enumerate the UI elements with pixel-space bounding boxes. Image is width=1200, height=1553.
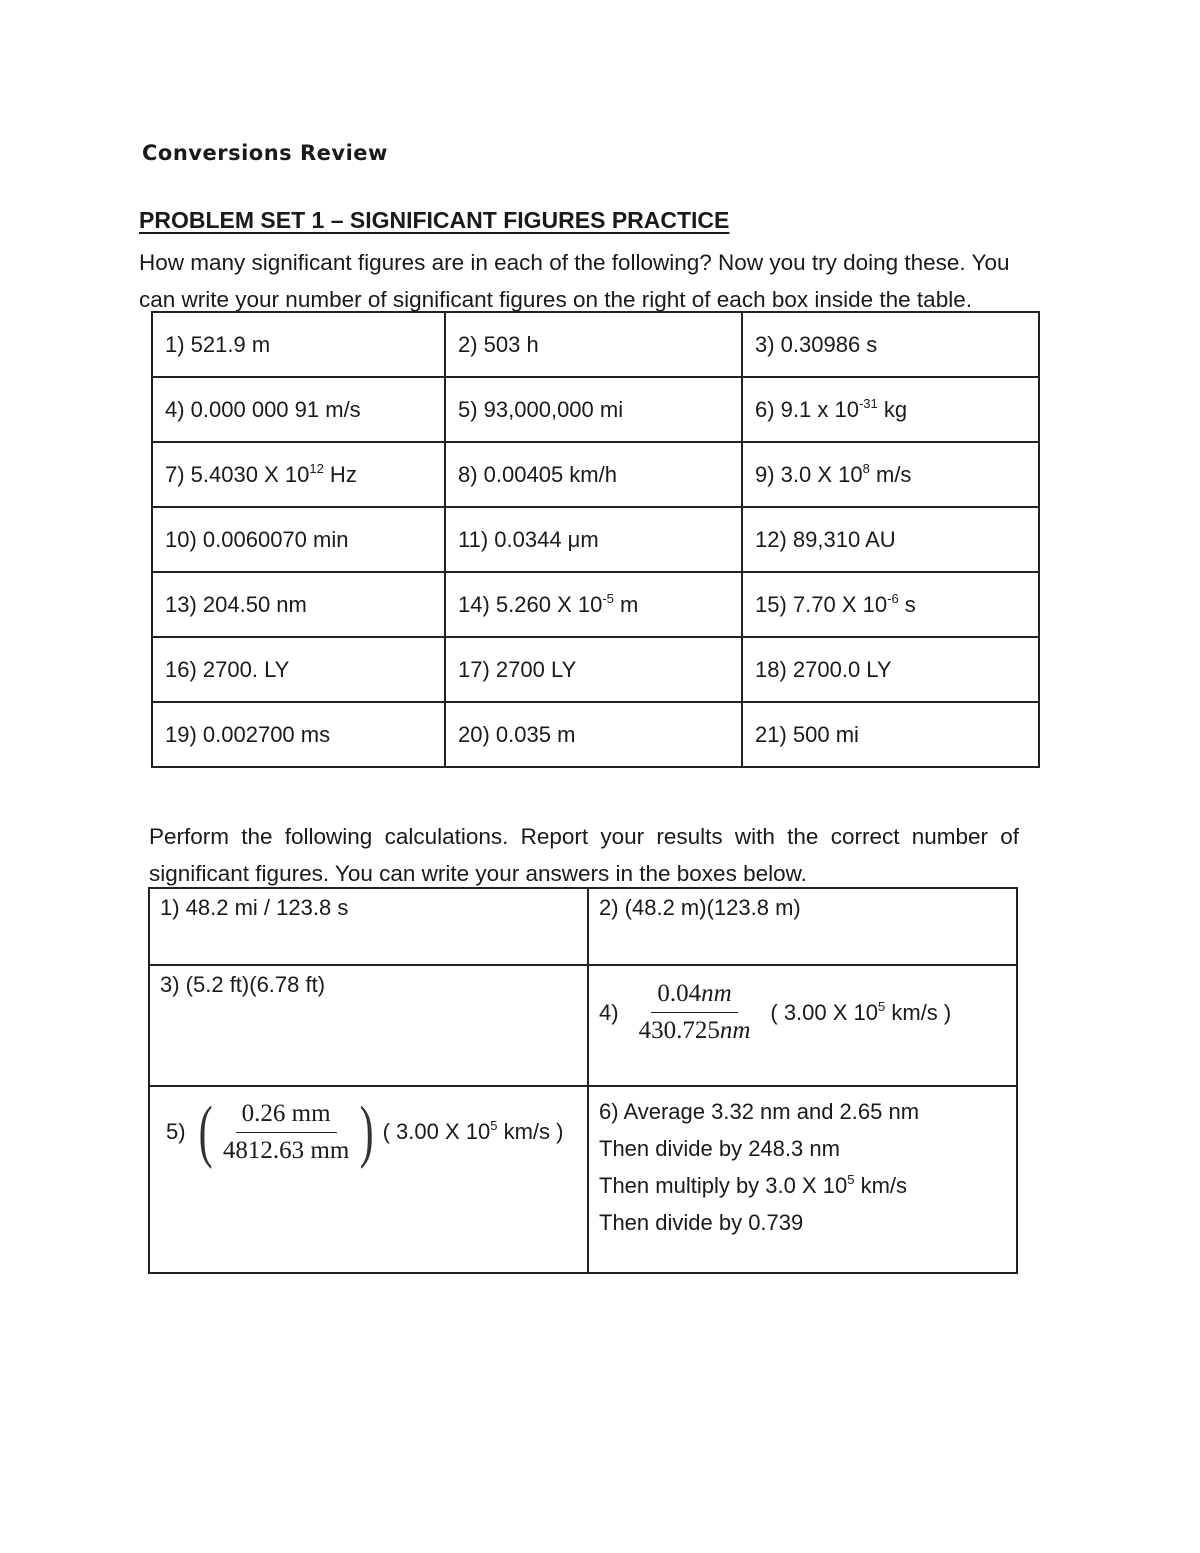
sig-fig-problem-exponent: 12 [309, 460, 324, 476]
sig-fig-problem: 12) 89,310 AU [755, 526, 896, 552]
instructions [139, 244, 1049, 318]
sig-fig-problem-base: 6) 9.1 x 10 [755, 396, 859, 422]
sig-fig-problem: 17) 2700 LY [458, 656, 577, 682]
fraction-4 [633, 980, 757, 1045]
calc-cell-1[interactable] [149, 888, 588, 965]
line-exponent: 5 [847, 1172, 855, 1187]
multiplier-exponent: 5 [878, 998, 886, 1014]
sig-fig-cell[interactable] [445, 442, 742, 507]
calc-cell-6[interactable] [588, 1086, 1017, 1273]
calc-problem-5-label: 5) [166, 1119, 186, 1144]
line-post: km/s [854, 1173, 908, 1198]
sig-fig-cell[interactable] [742, 507, 1039, 572]
sig-fig-cell[interactable] [742, 312, 1039, 377]
sig-fig-cell[interactable] [445, 377, 742, 442]
calc-cell-5[interactable] [149, 1086, 588, 1273]
right-paren: ) [359, 1093, 374, 1170]
sig-fig-cell[interactable] [152, 312, 445, 377]
sig-fig-problem-exponent: 8 [862, 460, 870, 476]
denominator-unit: nm [719, 1017, 751, 1044]
sig-fig-problem-exponent: -31 [858, 395, 878, 411]
sig-fig-problem: 2) 503 h [458, 331, 539, 357]
calc-problem-4-label: 4) [599, 999, 619, 1025]
sig-fig-problem: 4) 0.000 000 91 m/s [165, 396, 361, 422]
sig-fig-problem: 20) 0.035 m [458, 721, 576, 747]
calc-problem-6-line: Then divide by 0.739 [599, 1210, 804, 1235]
sig-fig-problem: 5) 93,000,000 mi [458, 396, 624, 422]
calc-problem-3: 3) (5.2 ft)(6.78 ft) [160, 972, 326, 997]
numerator-value: 0.04 [657, 980, 702, 1007]
fraction-denominator: 4812.63 mm [222, 1136, 350, 1164]
sig-fig-cell[interactable] [152, 702, 445, 767]
numerator-unit: nm [701, 980, 732, 1007]
table-row [152, 572, 1039, 637]
table-row [152, 637, 1039, 702]
sig-fig-cell[interactable] [445, 637, 742, 702]
multiplier-5 [383, 1119, 564, 1145]
calc-instructions-line: Perform the following calculations. Report your results with the correct number of [149, 824, 1019, 849]
denominator-value: 430.725 [638, 1017, 720, 1044]
multiplier-pre: ( 3.00 X 10 [382, 1119, 491, 1144]
sig-fig-problem-unit: kg [877, 396, 908, 422]
calc-cell-4[interactable] [588, 965, 1017, 1086]
sig-fig-problem: 1) 521.9 m [165, 331, 271, 357]
sig-fig-cell[interactable] [152, 442, 445, 507]
calc-problem-1: 1) 48.2 mi / 123.8 s [160, 895, 349, 920]
sig-fig-problem-exponent: -5 [602, 590, 614, 606]
line-pre: Then multiply by 3.0 X 10 [599, 1173, 848, 1198]
calc-problem-6-line: 6) Average 3.32 nm and 2.65 nm [599, 1099, 920, 1124]
calculation-table [148, 887, 1018, 1274]
sig-fig-problem-base: 14) 5.260 X 10 [458, 591, 603, 617]
calc-problem-6-line: Then divide by 248.3 nm [599, 1136, 840, 1161]
sig-fig-cell[interactable] [742, 377, 1039, 442]
calc-cell-2[interactable] [588, 888, 1017, 965]
calc-instructions-line: significant figures. You can write your answers in the boxes below. [149, 861, 807, 886]
table-row [152, 312, 1039, 377]
calculation-instructions [149, 818, 1019, 892]
sig-fig-cell[interactable] [152, 377, 445, 442]
fraction-5 [217, 1100, 355, 1165]
sig-fig-table [151, 311, 1040, 768]
calc-cell-3[interactable] [149, 965, 588, 1086]
multiplier-post: km/s ) [497, 1119, 564, 1144]
sig-fig-cell[interactable] [152, 507, 445, 572]
sig-fig-problem-unit: m [613, 591, 639, 617]
sig-fig-problem: 18) 2700.0 LY [755, 656, 892, 682]
sig-fig-problem: 21) 500 mi [755, 721, 859, 747]
sig-fig-problem: 16) 2700. LY [165, 656, 290, 682]
document-title: Conversions Review [142, 141, 388, 165]
sig-fig-cell[interactable] [742, 702, 1039, 767]
multiplier-exponent: 5 [490, 1118, 498, 1133]
multiplier-post: km/s ) [885, 999, 952, 1025]
sig-fig-problem: 8) 0.00405 km/h [458, 461, 617, 487]
sig-fig-problem-base: 9) 3.0 X 10 [755, 461, 863, 487]
sig-fig-problem-exponent: -6 [887, 590, 899, 606]
sig-fig-cell[interactable] [152, 637, 445, 702]
table-row [152, 377, 1039, 442]
fraction-denominator [633, 1013, 757, 1045]
sig-fig-cell[interactable] [742, 442, 1039, 507]
sig-fig-cell[interactable] [742, 637, 1039, 702]
sig-fig-problem: 11) 0.0344 μm [458, 526, 599, 552]
problem-set-heading: PROBLEM SET 1 – SIGNIFICANT FIGURES PRACTICE [139, 207, 730, 233]
instructions-line: How many significant figures are in each of the following? Now you try doing these. You [139, 250, 1010, 275]
fraction-numerator: 0.26 mm [236, 1100, 337, 1133]
instructions-line: can write your number of significant figures on the right of each box inside the table. [139, 287, 972, 312]
multiplier-4 [770, 1000, 951, 1026]
sig-fig-problem-unit: Hz [323, 461, 357, 487]
sig-fig-problem: 13) 204.50 nm [165, 591, 307, 617]
sig-fig-problem-base: 7) 5.4030 X 10 [165, 461, 310, 487]
sig-fig-problem: 3) 0.30986 s [755, 331, 878, 357]
multiplier-pre: ( 3.00 X 10 [770, 999, 879, 1025]
table-row [152, 442, 1039, 507]
table-row [152, 702, 1039, 767]
sig-fig-cell[interactable] [445, 702, 742, 767]
sig-fig-cell[interactable] [445, 572, 742, 637]
sig-fig-cell[interactable] [742, 572, 1039, 637]
sig-fig-cell[interactable] [152, 572, 445, 637]
sig-fig-problem-unit: m/s [869, 461, 912, 487]
sig-fig-problem: 19) 0.002700 ms [165, 721, 331, 747]
sig-fig-problem-unit: s [898, 591, 916, 617]
left-paren: ( [198, 1093, 213, 1170]
calc-problem-6-line [599, 1167, 1006, 1204]
sig-fig-cell[interactable] [445, 312, 742, 377]
calc-problem-2: 2) (48.2 m)(123.8 m) [599, 895, 801, 920]
sig-fig-problem-base: 15) 7.70 X 10 [755, 591, 888, 617]
table-row [152, 507, 1039, 572]
sig-fig-cell[interactable] [445, 507, 742, 572]
sig-fig-problem: 10) 0.0060070 min [165, 526, 349, 552]
fraction-numerator [651, 980, 737, 1013]
